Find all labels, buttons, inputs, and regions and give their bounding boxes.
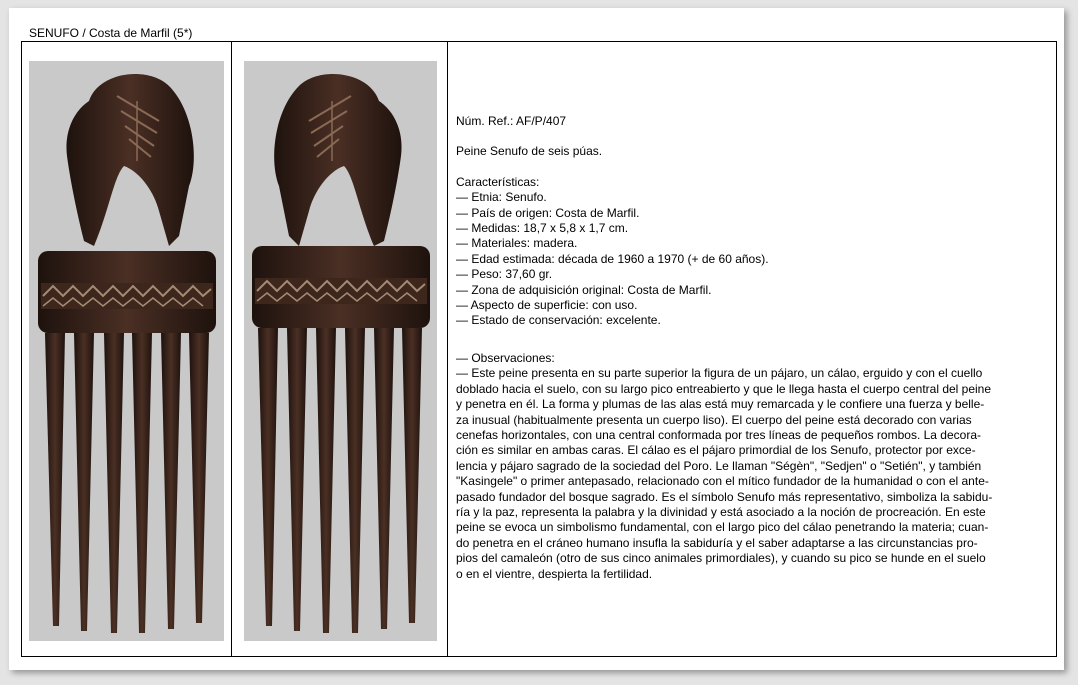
observations-line: ción es similar en ambas caras. El cálao es el pájaro primordial de los Senufo, protector por exce- [456,443,976,458]
observations-line: pios del camaleón (otro de sus cinco animales primordiales), y cuando su pico se hunde en el suelo [456,551,986,566]
observations-line: doblado hacia el suelo, con su largo pico entreabierto y que le llega hasta el cuerpo central del peine [456,381,992,396]
observations-line: o en el vientre, despierta la fertilidad. [456,566,653,581]
feature-item: — Peso: 37,60 gr. [456,267,553,282]
observations-line: pasado fundador del bosque sagrado. Es el símbolo Senufo más representativo, simboliza la sabidu- [456,489,993,504]
feature-item: — País de origen: Costa de Marfil. [456,205,640,220]
feature-item: — Zona de adquisición original: Costa de Marfil. [456,282,712,297]
observations-line: — Este peine presenta en su parte superior la figura de un pájaro, un cálao, erguido y con el cuello [456,366,983,381]
comb-back-photo-icon [244,61,437,641]
comb-back-photo [244,61,437,641]
observations-line: "Kasingele" o primer antepasado, relacionado con el mítico fundador de la humanidad o con el ante- [456,474,989,489]
reference-number: Núm. Ref.: AF/P/407 [456,114,567,128]
column-divider [447,42,448,656]
feature-item: — Materiales: madera. [456,236,578,251]
content-table [21,41,1057,657]
observations-line: cenefas horizontales, con una central conformada por tres líneas de pequeños rombos. La decora- [456,427,981,442]
features-title: Características: [456,174,540,189]
feature-item: — Estado de conservación: excelente. [456,313,661,328]
observations-line: do penetra en el cráneo humano insufla la sabiduría y el saber adaptarse a las circunstancias pro- [456,535,978,550]
document-page [9,8,1064,670]
feature-item: — Etnia: Senufo. [456,190,547,205]
observations-line: za inusual (habitualmente presenta un cuerpo liso). El cuerpo del peine está decorado con varias [456,412,972,427]
observations-line: peine se evoca un simbolismo fundamental, con el largo pico del cálao penetrando la materia; cuan- [456,520,989,535]
feature-item: — Medidas: 18,7 x 5,8 x 1,7 cm. [456,221,629,236]
column-divider [231,42,232,656]
observations-line: lencia y pájaro sagrado de la sociedad del Poro. Le llaman "Ségèn", "Sedjen" o "Setién", y también [456,458,982,473]
observations-line: ría y la paz, representa la palabra y la divinidad y está asociado a la noción de procreación. En este [456,504,986,519]
observations-title: — Observaciones: [456,350,555,365]
comb-front-photo [29,61,224,641]
page-title: SENUFO / Costa de Marfil (5*) [29,26,193,40]
description-text [456,114,1048,582]
comb-front-photo-icon [29,61,224,641]
observations-line: y penetra en él. La forma y plumas de las alas está muy remarcada y le confiere una fuerza y belle- [456,397,985,412]
feature-item: — Aspecto de superficie: con uso. [456,298,638,313]
feature-item: — Edad estimada: década de 1960 a 1970 (+ de 60 años). [456,251,769,266]
summary: Peine Senufo de seis púas. [456,144,603,159]
